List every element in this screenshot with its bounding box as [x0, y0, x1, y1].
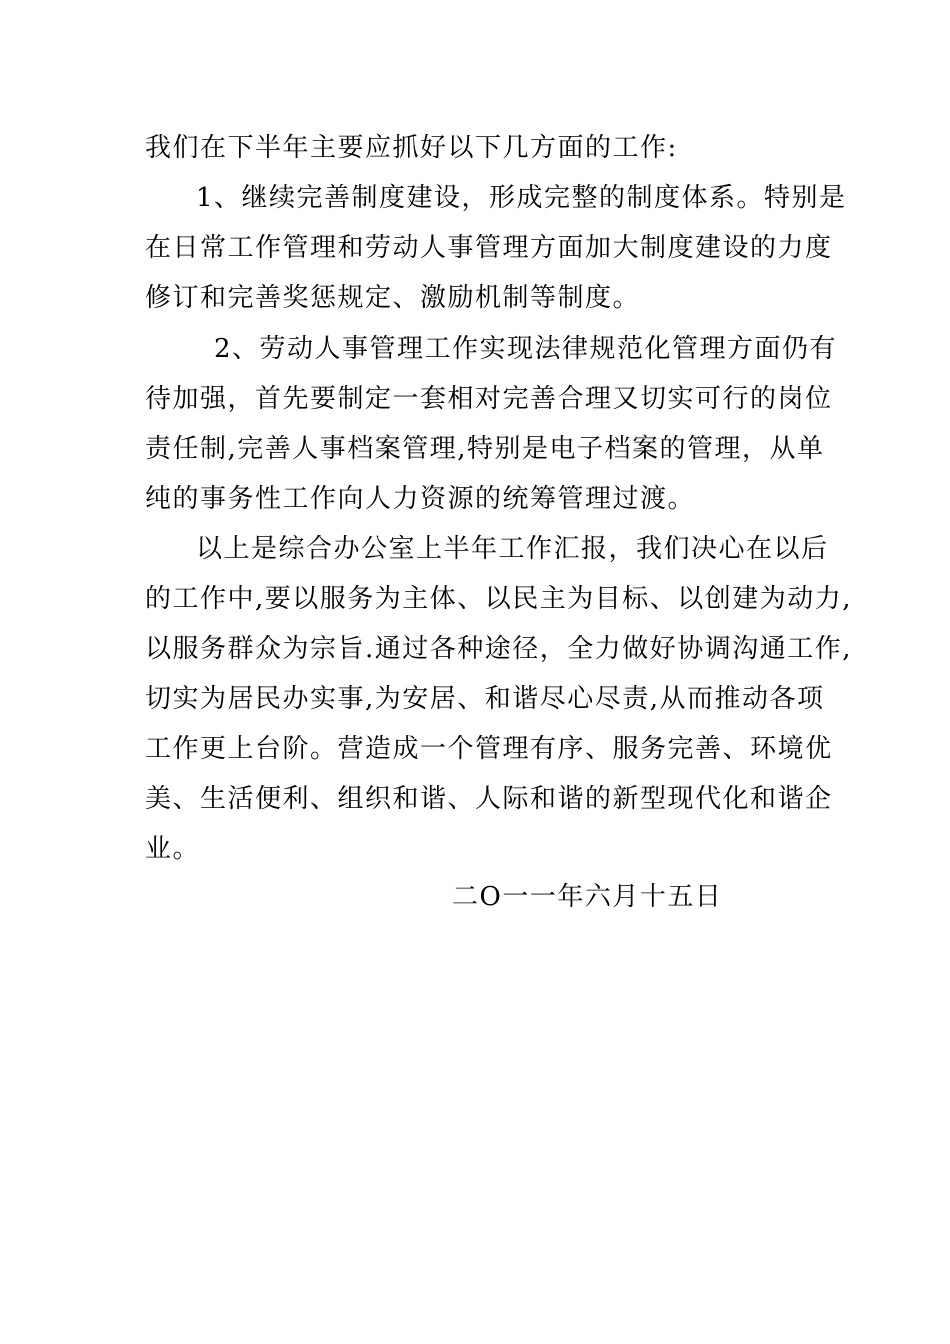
text-line: 业。 — [145, 834, 201, 864]
text-line: 修订和完善奖惩规定、激励机制等制度。 — [145, 283, 641, 313]
text-line: 待加强，首先要制定一套相对完善合理又切实可行的岗位 — [145, 384, 833, 414]
text-line: 的工作中,要以服务为主体、以民主为目标、以创建为动力, — [145, 584, 853, 614]
text-line: 责任制,完善人事档案管理,特别是电子档案的管理，从单 — [145, 434, 825, 464]
text-line: 纯的事务性工作向人力资源的统筹管理过渡。 — [145, 484, 696, 514]
text-line: 我们在下半年主要应抓好以下几方面的工作: — [145, 133, 678, 163]
document-date: 二O一一年六月十五日 — [452, 882, 723, 912]
text-line: 以服务群众为宗旨.通过各种途径，全力做好协调沟通工作, — [145, 634, 853, 664]
text-line: 2、劳动人事管理工作实现法律规范化管理方面仍有 — [214, 334, 838, 364]
text-line: 切实为居民办实事,为安居、和谐尽心尽责,从而推动各项 — [145, 684, 825, 714]
text-line: 工作更上台阶。营造成一个管理有序、服务完善、环境优 — [145, 734, 833, 764]
text-line: 以上是综合办公室上半年工作汇报，我们决心在以后 — [196, 534, 829, 564]
text-line: 在日常工作管理和劳动人事管理方面加大制度建设的力度 — [145, 233, 833, 263]
text-line: 1、继续完善制度建设，形成完整的制度体系。特别是 — [196, 183, 847, 213]
text-line: 美、生活便利、组织和谐、人际和谐的新型现代化和谐企 — [145, 784, 833, 814]
